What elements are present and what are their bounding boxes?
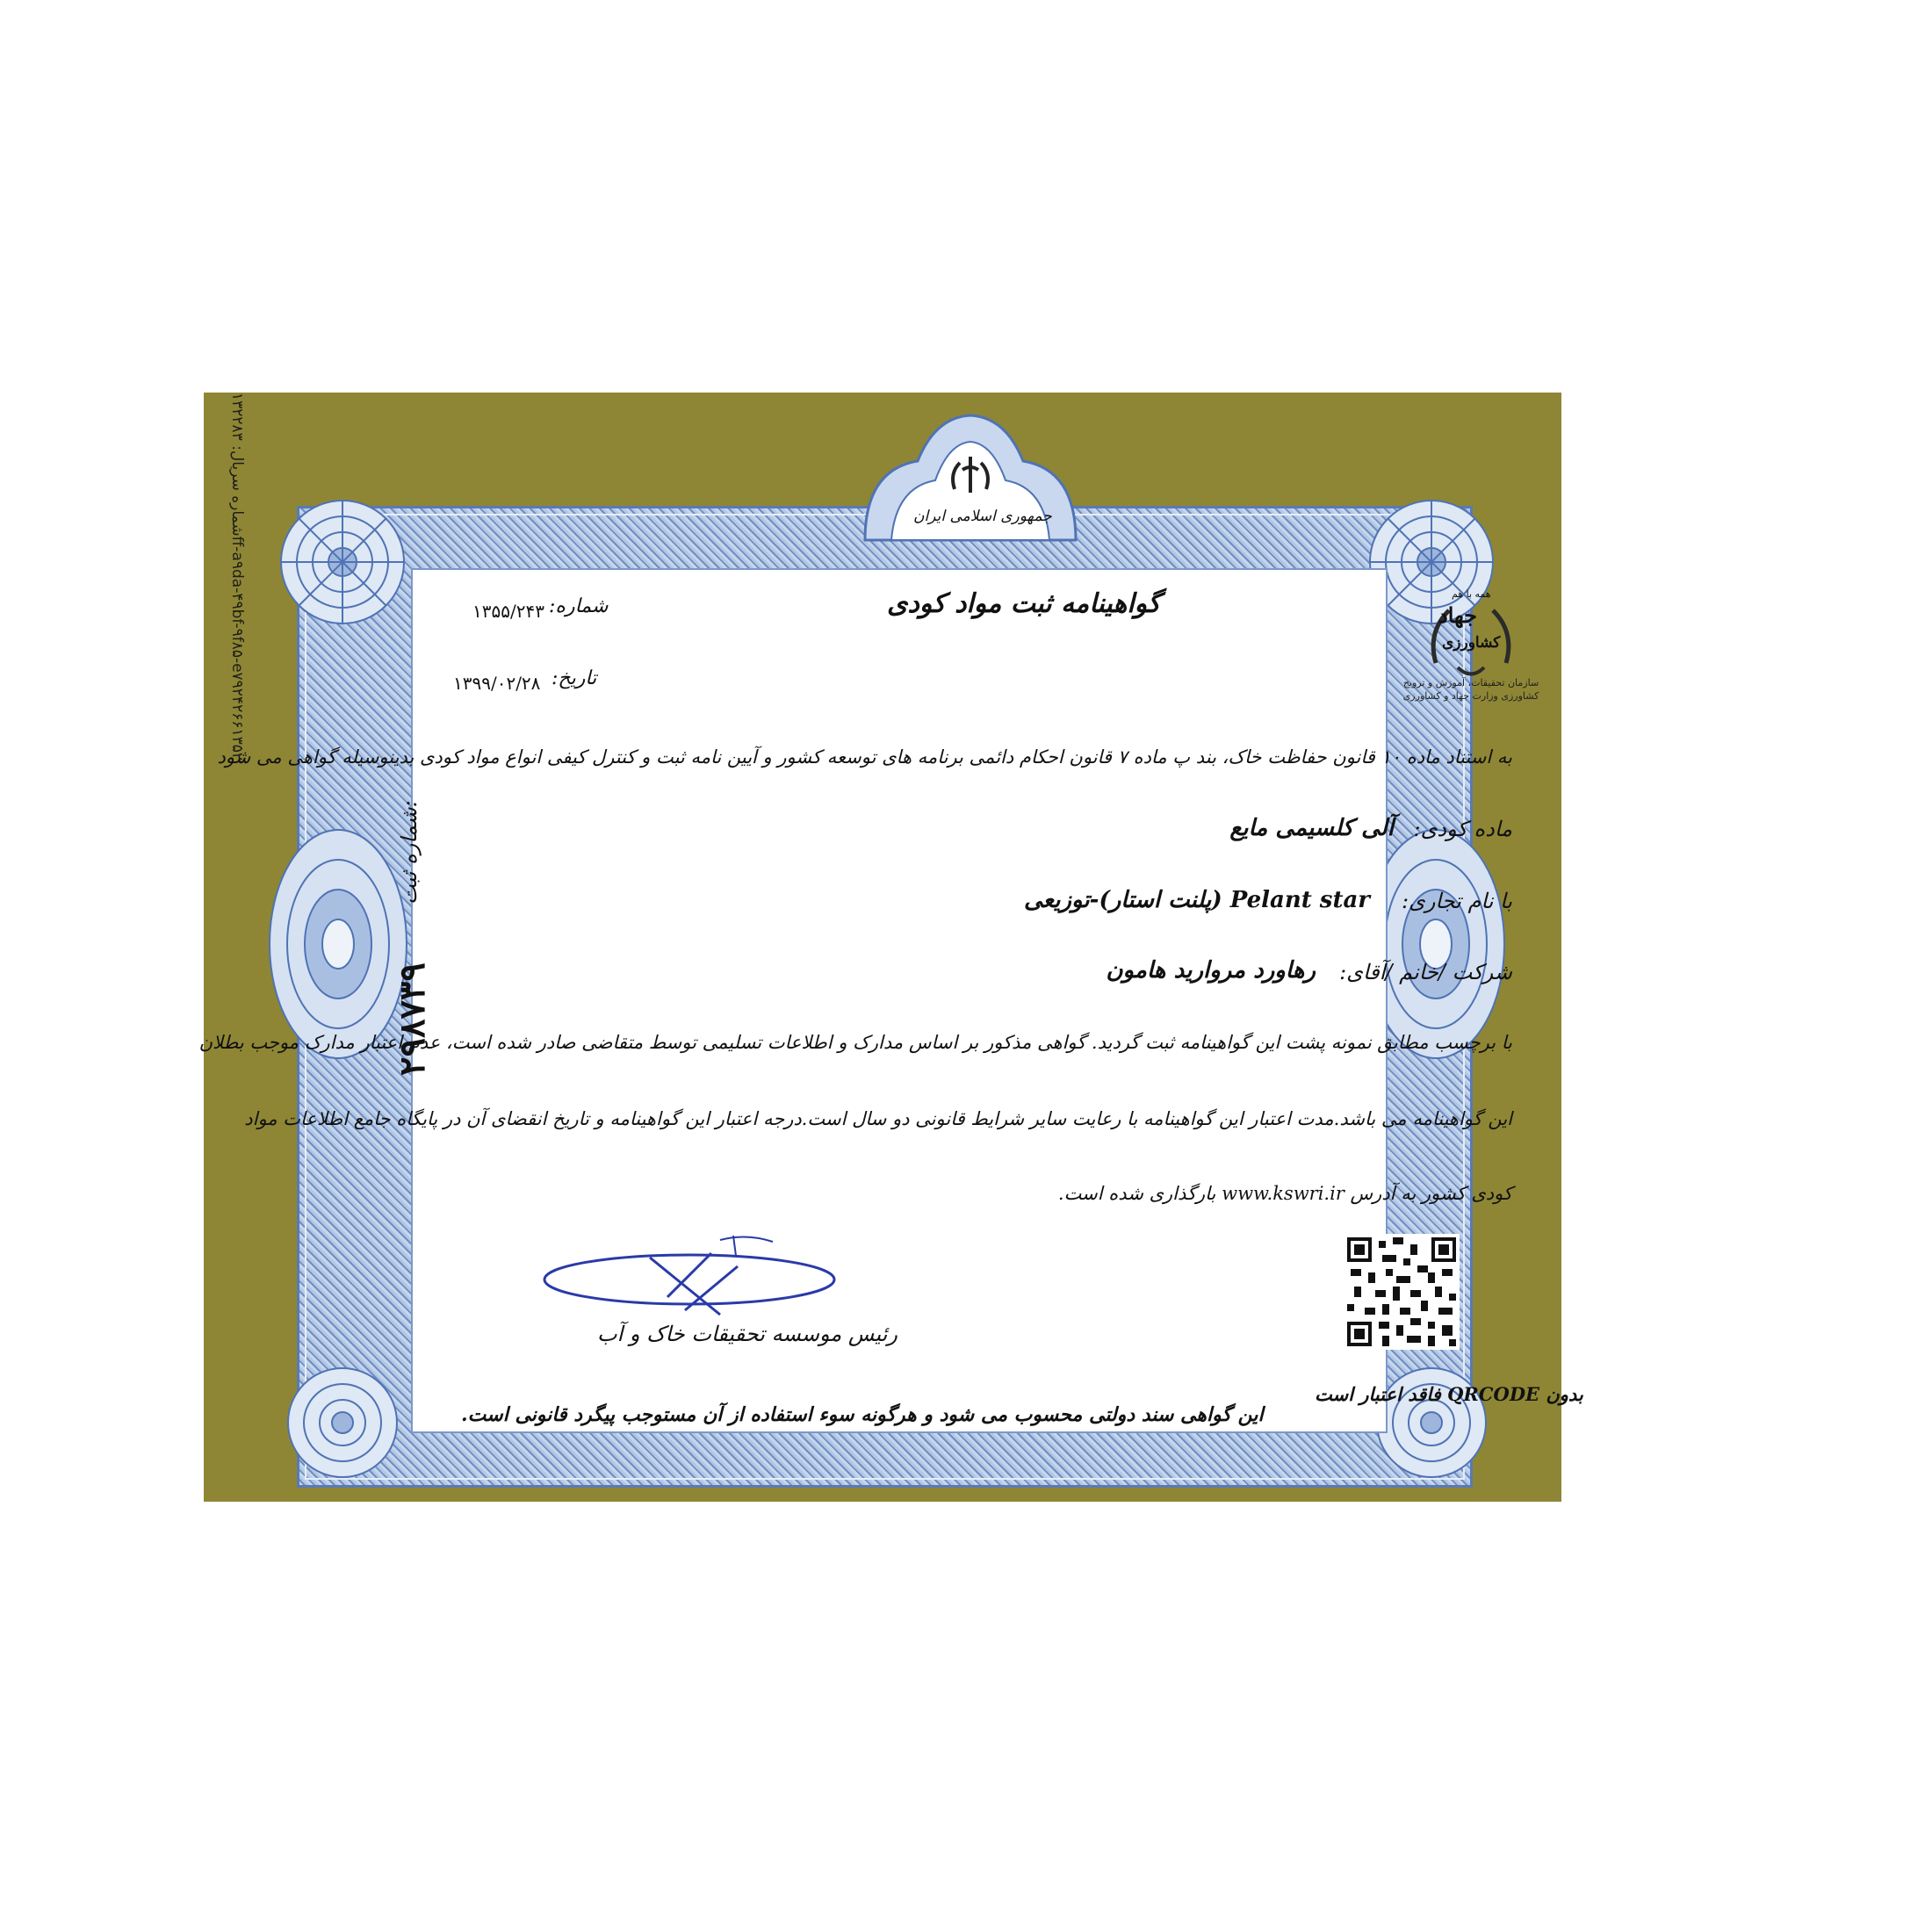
iran-emblem-crest bbox=[847, 408, 1093, 549]
company-label: شرکت /خانم /آقای: bbox=[1339, 960, 1512, 984]
signature-drawing bbox=[536, 1231, 843, 1328]
logo-main-text: جهاد bbox=[1438, 602, 1477, 628]
number-value: ۱۳۵۵/۲۴۳ bbox=[472, 601, 544, 622]
logo-org-line2: کشاورزی وزارت جهاد و کشاورزی bbox=[1402, 690, 1539, 702]
company-value: رهاورد مروارید هامون bbox=[1106, 957, 1316, 984]
fertilizer-label: ماده کودی: bbox=[1413, 817, 1512, 841]
logo-top-text: همه با هم bbox=[1452, 588, 1491, 600]
qr-validity-note: بدون QRCODE فاقد اعتبار است bbox=[1315, 1383, 1583, 1405]
preamble-text: به استناد ماده ۱۰ قانون حفاظت خاک، بند پ ماده ۷ قانون احکام دائمی برنامه های توسعه کشور و آیین نامه ثبت و کنترل کیفی انواع مواد کودی بدینوسیله گواهی می شود bbox=[217, 746, 1512, 768]
logo-org-caption bbox=[1392, 676, 1550, 703]
rosette-bottom-left bbox=[268, 1357, 417, 1489]
date-value: ۱۳۹۹/۰۲/۲۸ bbox=[453, 673, 541, 694]
rosette-top-left bbox=[268, 487, 417, 637]
logo-org-line1: سازمان تحقیقات، آموزش و ترویج bbox=[1402, 677, 1539, 688]
number-label: شماره: bbox=[549, 595, 609, 617]
body-line-3: کودی کشور به آدرس www.kswri.ir بارگذاری شده است. bbox=[1057, 1183, 1512, 1204]
brand-label: با نام تجاری: bbox=[1401, 889, 1512, 913]
registration-label: شماره ثبت: bbox=[397, 800, 422, 905]
certificate-title: گواهینامه ثبت مواد کودی bbox=[887, 588, 1161, 619]
brand-value: Pelant star (پلنت استار)-توزیعی bbox=[1023, 887, 1370, 913]
logo-sub-text: کشاورزی bbox=[1442, 634, 1501, 652]
signer-title: رئیس موسسه تحقیقات خاک و آب bbox=[597, 1322, 898, 1346]
legal-footer-note: این گواهی سند دولتی محسوب می شود و هرگونه سوء استفاده از آن مستوجب پیگرد قانونی است. bbox=[461, 1403, 1264, 1426]
qr-code-icon bbox=[1344, 1234, 1460, 1350]
crest-caption: جمهوری اسلامی ایران bbox=[913, 508, 1052, 525]
body-line-2: این گواهینامه می باشد.مدت اعتبار این گواهینامه با رعایت سایر شرایط قانونی دو سال است.درجه اعتبار این گواهینامه و تاریخ انقضای آن در پایگاه جامع اطلاعات مواد bbox=[244, 1108, 1512, 1129]
registration-number: ۲۹۸۷۳۹ bbox=[392, 962, 433, 1076]
body-line-1: با برچسب مطابق نمونه پشت این گواهینامه ثبت گردید. گواهی مذکور بر اساس مدارک و اطلاعات تسلیمی توسط متقاضی صادر شده است، عدم اعتبار مدارک موجب بطلان bbox=[198, 1032, 1512, 1053]
date-label: تاریخ: bbox=[551, 667, 597, 689]
serial-number-strip: شماره سریال: ۱۳۲۲۸۳ff-a۹da-۴۹bf-۹f۸۵-e۷۹۲۴۲۶۶۱۳۵۲ bbox=[228, 393, 246, 761]
fertilizer-value: آلی کلسیمی مایع bbox=[1229, 815, 1394, 841]
